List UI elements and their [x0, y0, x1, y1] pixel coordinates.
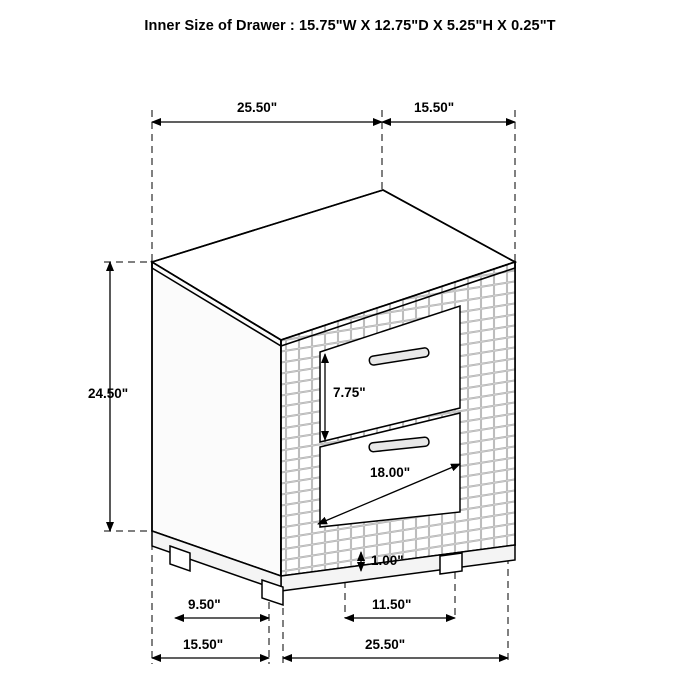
dim-label-bottom-total-right: 25.50" — [365, 637, 406, 652]
dim-label-leg-height: 1.00" — [371, 553, 404, 568]
page-title: Inner Size of Drawer : 15.75"W X 12.75"D X 5.25"H X 0.25"T — [144, 18, 556, 34]
dim-label-left-height: 24.50" — [88, 386, 129, 401]
dim-label-bottom-front-right: 11.50" — [372, 597, 412, 612]
dim-label-bottom-total-left: 15.50" — [183, 637, 224, 652]
dim-label-drawer-width: 18.00" — [370, 465, 411, 480]
dim-label-top-left: 25.50" — [237, 100, 278, 115]
dim-label-top-right: 15.50" — [414, 100, 455, 115]
dim-label-bottom-front-left: 9.50" — [188, 597, 221, 612]
dim-label-drawer-height: 7.75" — [333, 385, 366, 400]
leg-right — [440, 553, 462, 574]
